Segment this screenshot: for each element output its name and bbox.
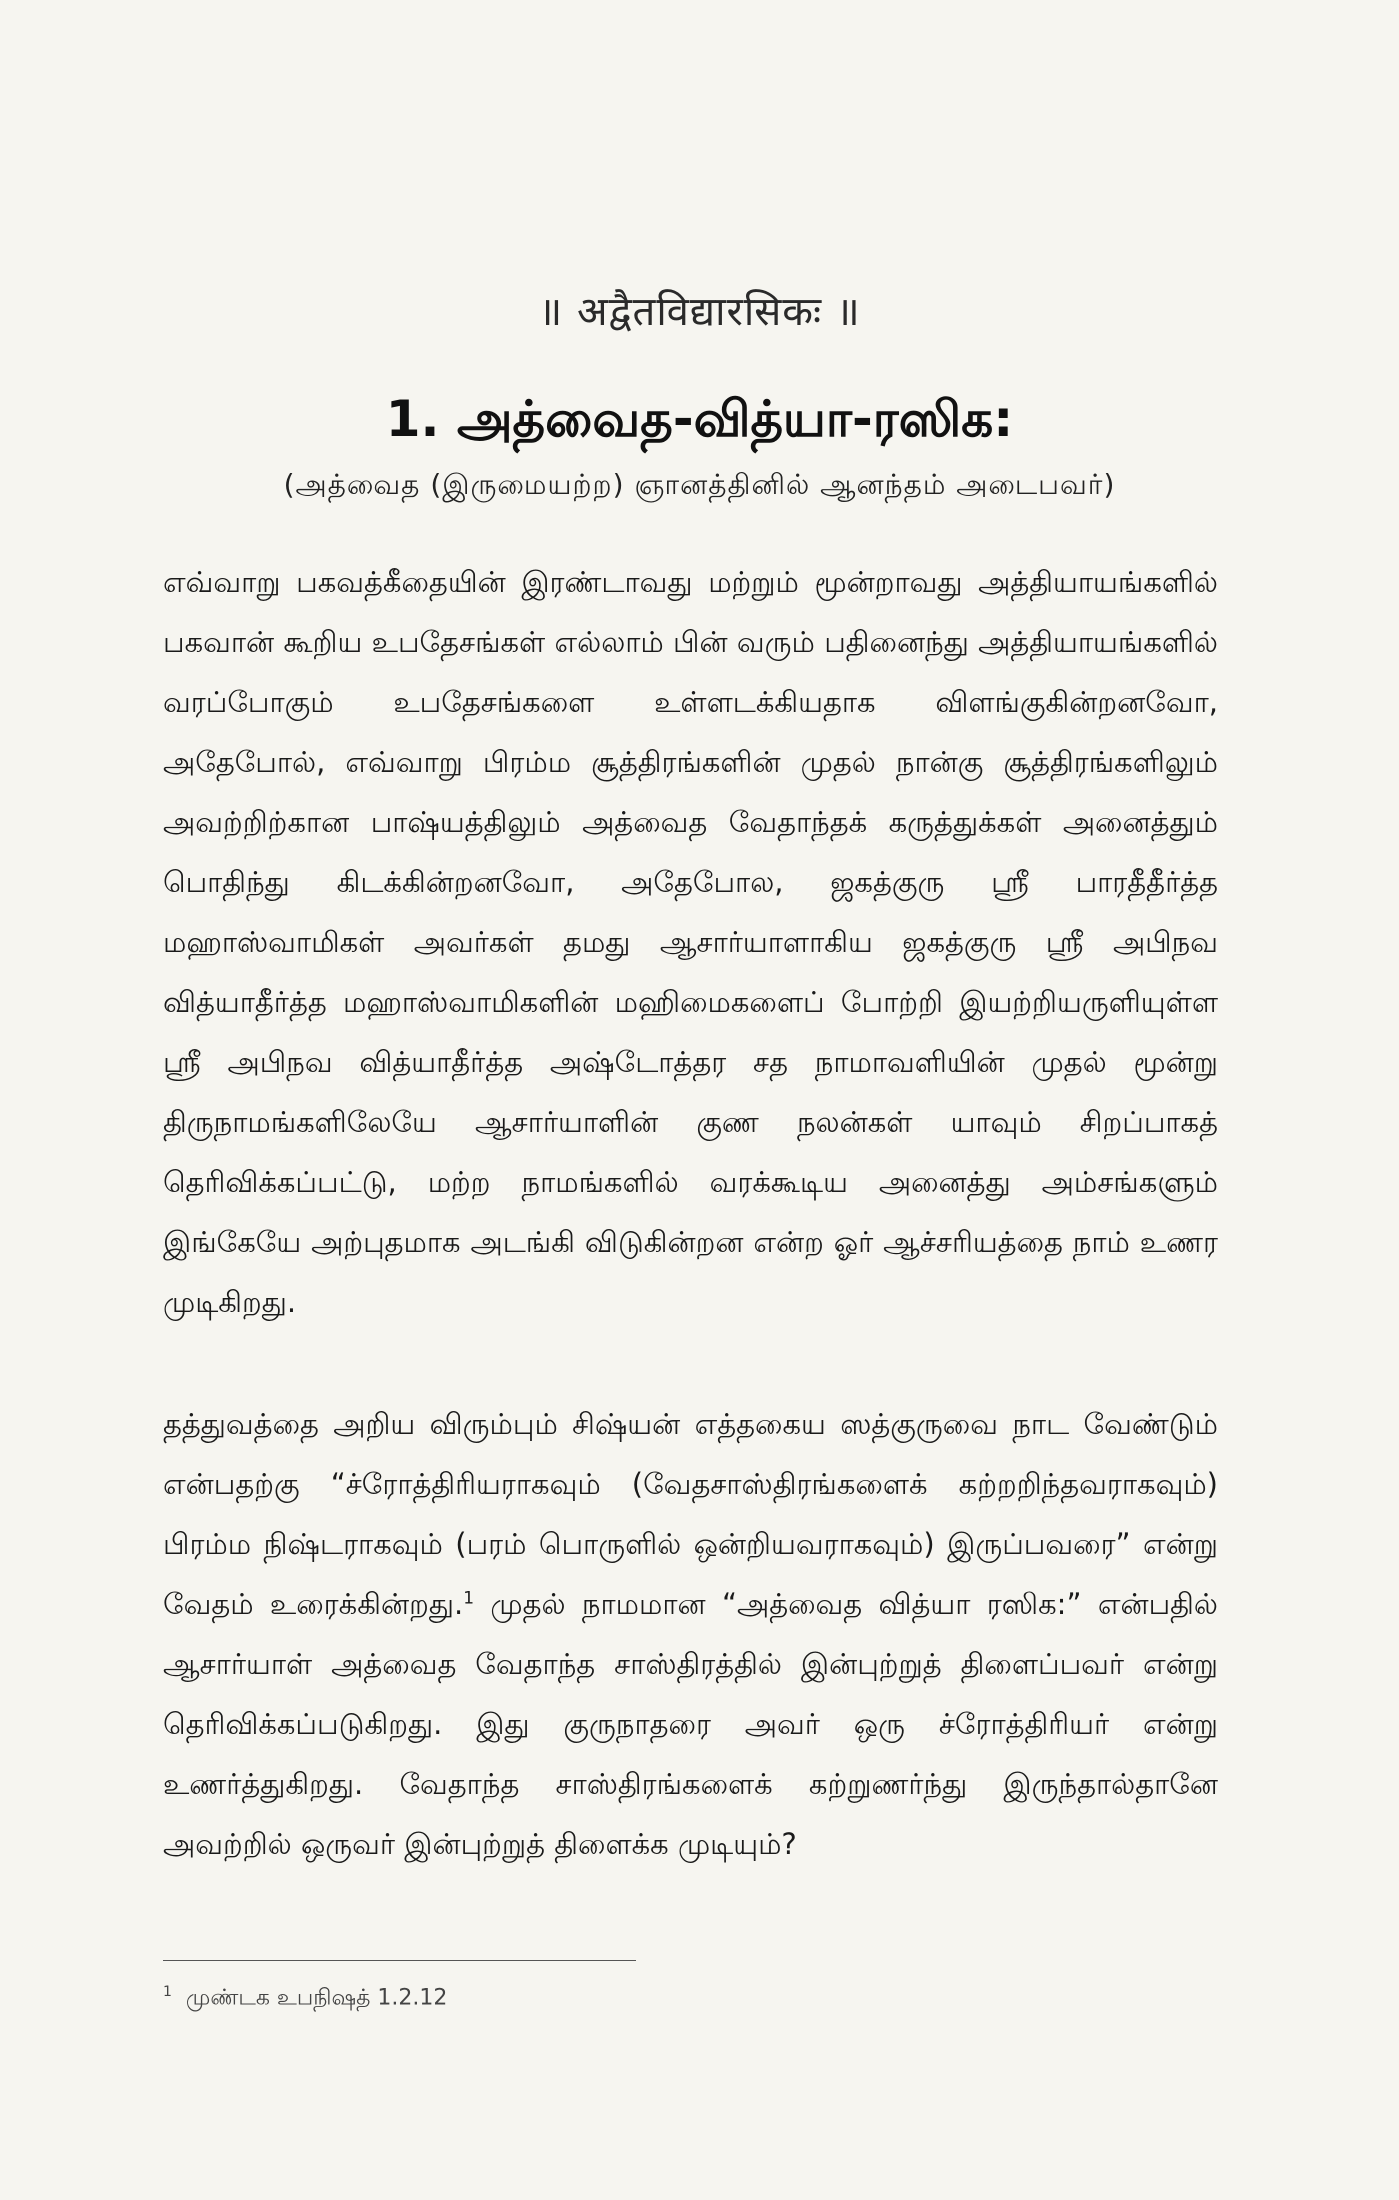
footnote-reference[interactable]: 1 (463, 1588, 475, 1609)
footnote-divider (163, 1960, 636, 1961)
sanskrit-title: ॥ अद्वैतविद्यारसिकः ॥ (538, 289, 861, 335)
footnote-number: 1 (163, 1984, 172, 2000)
paragraph-2 (163, 1394, 1218, 1874)
chapter-title: 1. அத்வைத-வித்யா-ரஸிக: (385, 390, 1014, 448)
footnote-text: முண்டக உபநிஷத் 1.2.12 (185, 1985, 448, 2011)
chapter-subtitle: (அத்வைத (இருமையற்ற) ஞானத்தினில் ஆனந்தம் அடைபவர்) (283, 468, 1116, 501)
paragraph-2-text-b: முதல் நாமமான “அத்வைத வித்யா ரஸிக:” என்பதில் ஆசார்யாள் அத்வைத வேதாந்த சாஸ்திரத்தில் இன்புற்றுத் திளைப்பவர் என்று தெரிவிக்கப்படுகிறது. இது குருநாதரை அவர் ஒரு ச்ரோத்திரியர் என்று உணர்த்துகிறது. வேதாந்த சாஸ்திரங்களைக் கற்றுணர்ந்து இருந்தால்தானே அவற்றில் ஒருவர் இன்புற்றுத் திளைக்க முடியும்? (163, 1587, 1218, 1861)
paragraph-2-text-a: தத்துவத்தை அறிய விரும்பும் சிஷ்யன் எத்தகைய ஸத்குருவை நாட வேண்டும் என்பதற்கு “ச்ரோத்திரியராகவும் (வேதசாஸ்திரங்களைக் கற்றறிந்தவராகவும்) பிரம்ம நிஷ்டராகவும் (பரம் பொருளில் ஒன்றியவராகவும்) இருப்பவரை” என்று வேதம் உரைக்கின்றது. (163, 1407, 1218, 1621)
footnote (163, 1984, 447, 2013)
paragraph-1: எவ்வாறு பகவத்கீதையின் இரண்டாவது மற்றும் மூன்றாவது அத்தியாயங்களில் பகவான் கூறிய உபதேசங்கள் எல்லாம் பின் வரும் பதினைந்து அத்தியாயங்களில் வரப்போகும் உபதேசங்களை உள்ளடக்கியதாக விளங்குகின்றனவோ, அதேபோல், எவ்வாறு பிரம்ம சூத்திரங்களின் முதல் நான்கு சூத்திரங்களிலும் அவற்றிற்கான பாஷ்யத்திலும் அத்வைத வேதாந்தக் கருத்துக்கள் அனைத்தும் பொதிந்து கிடக்கின்றனவோ, அதேபோல, ஜகத்குரு ஸ்ரீ பாரதீதீர்த்த மஹாஸ்வாமிகள் அவர்கள் தமது ஆசார்யாளாகிய ஜகத்குரு ஸ்ரீ அபிநவ வித்யாதீர்த்த மஹாஸ்வாமிகளின் மஹிமைகளைப் போற்றி இயற்றியருளியுள்ள ஸ்ரீ அபிநவ வித்யாதீர்த்த அஷ்டோத்தர சத நாமாவளியின் முதல் மூன்று திருநாமங்களிலேயே ஆசார்யாளின் குண நலன்கள் யாவும் சிறப்பாகத் தெரிவிக்கப்பட்டு, மற்ற நாமங்களில் வரக்கூடிய அனைத்து அம்சங்களும் இங்கேயே அற்புதமாக அடங்கி விடுகின்றன என்ற ஓர் ஆச்சரியத்தை நாம் உணர முடிகிறது. (163, 565, 1218, 1319)
